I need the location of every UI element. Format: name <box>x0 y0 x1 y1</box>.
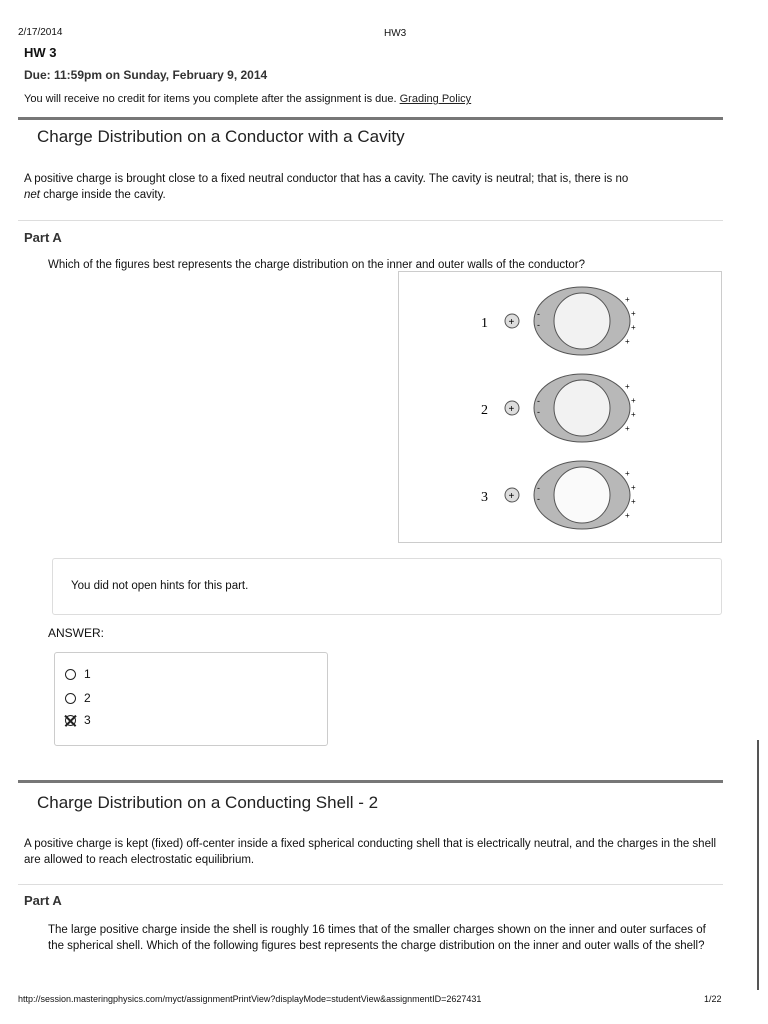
problem1-question: Which of the figures best represents the charge distribution on the inner and outer walls of the conductor? <box>48 259 585 271</box>
problem2-title: Charge Distribution on a Conducting Shell - 2 <box>37 793 379 812</box>
charge-distribution-figure <box>398 271 722 543</box>
hint-text: You did not open hints for this part. <box>71 580 249 592</box>
radio-button[interactable] <box>65 669 76 680</box>
footer-page-number: 1/22 <box>704 994 722 1004</box>
figure-1-label: 1 <box>481 316 488 331</box>
outer-minus-charges: - <box>537 494 540 504</box>
outer-plus-charges: + <box>625 295 630 304</box>
outer-plus-charges: + <box>631 410 636 419</box>
print-header-title: HW3 <box>384 28 407 39</box>
figure-svg <box>399 272 721 542</box>
problem1-description <box>24 171 724 203</box>
radio-button-selected[interactable] <box>65 715 76 726</box>
grading-policy-link[interactable]: Grading Policy <box>399 93 472 105</box>
outer-minus-charges: - <box>537 309 540 319</box>
option-3[interactable] <box>65 713 91 727</box>
plus-sign: + <box>508 491 515 502</box>
radio-button[interactable] <box>65 693 76 704</box>
outer-minus-charges: - <box>537 320 540 330</box>
section-divider <box>18 780 723 783</box>
outer-plus-charges: + <box>625 469 630 478</box>
figure-1 <box>481 287 636 355</box>
outer-plus-charges: + <box>631 483 636 492</box>
outer-plus-charges: + <box>631 396 636 405</box>
outer-minus-charges: - <box>537 407 540 417</box>
outer-plus-charges: + <box>625 424 630 433</box>
problem1-part-label: Part A <box>24 230 62 245</box>
hint-box <box>52 558 722 615</box>
credit-notice <box>24 93 471 105</box>
outer-plus-charges: + <box>625 337 630 346</box>
option-label: 1 <box>84 667 91 681</box>
answer-label: ANSWER: <box>48 626 105 640</box>
part-divider <box>18 220 723 221</box>
answer-options-box <box>54 652 328 746</box>
plus-sign: + <box>508 404 515 415</box>
outer-plus-charges: + <box>631 309 636 318</box>
figure-2 <box>481 374 636 442</box>
option-2[interactable] <box>65 691 91 705</box>
problem2-description: A positive charge is kept (fixed) off-center inside a fixed spherical conducting shell that is electrically neutral, and the charges in the shell are allowed to reach electrostatic equilibrium. <box>24 838 717 866</box>
footer-url: http://session.masteringphysics.com/myct/assignmentPrintView?displayMode=studentView&assignmentID=2627431 <box>18 994 482 1004</box>
problem1-desc-line2: charge inside the cavity. <box>40 189 166 201</box>
cavity <box>554 467 610 523</box>
problem1-desc-line1: A positive charge is brought close to a fixed neutral conductor that has a cavity. The cavity is neutral; that is, there is no <box>24 173 629 185</box>
outer-minus-charges: - <box>537 396 540 406</box>
option-label: 2 <box>84 691 91 705</box>
outer-plus-charges: + <box>625 382 630 391</box>
figure-2-label: 2 <box>481 403 488 418</box>
problem2-part-label: Part A <box>24 893 62 908</box>
print-date: 2/17/2014 <box>18 27 63 38</box>
option-1[interactable] <box>65 667 91 681</box>
figure-3 <box>481 461 636 529</box>
assignment-title: HW 3 <box>24 45 57 60</box>
outer-minus-charges: - <box>537 483 540 493</box>
outer-plus-charges: + <box>631 323 636 332</box>
cavity <box>554 293 610 349</box>
plus-sign: + <box>508 317 515 328</box>
outer-plus-charges: + <box>625 511 630 520</box>
section-divider <box>18 117 723 120</box>
option-label: 3 <box>84 713 91 727</box>
cavity <box>554 380 610 436</box>
credit-notice-text: You will receive no credit for items you complete after the assignment is due. <box>24 93 397 105</box>
due-date: Due: 11:59pm on Sunday, February 9, 2014 <box>24 68 268 82</box>
problem1-title: Charge Distribution on a Conductor with a Cavity <box>37 127 405 146</box>
problem1-desc-em: net <box>24 189 40 201</box>
outer-plus-charges: + <box>631 497 636 506</box>
part-divider <box>18 884 723 885</box>
figure-3-label: 3 <box>481 490 488 505</box>
problem2-question: The large positive charge inside the shell is roughly 16 times that of the smaller charges shown on the inner and outer surfaces of the spherical shell. Which of the following figures best represents the charge distribution on the inner and outer walls of the shell? <box>48 924 706 952</box>
scan-edge-line <box>757 740 759 990</box>
